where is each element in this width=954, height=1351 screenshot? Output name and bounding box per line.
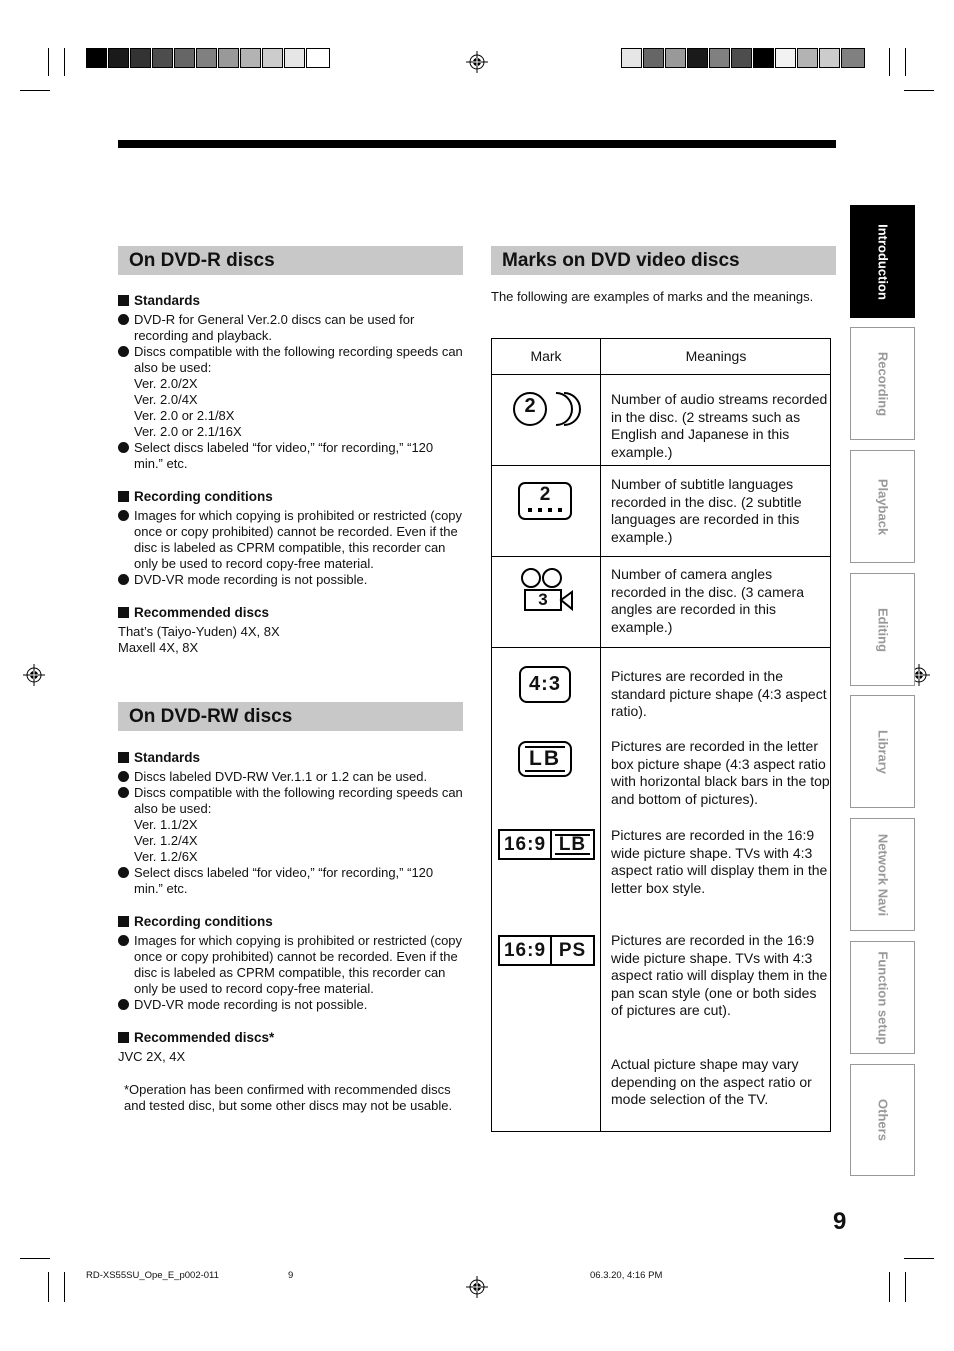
tab-library[interactable] [850, 695, 915, 808]
tab-function-setup[interactable] [850, 941, 915, 1054]
marks-heading: Marks on DVD video discs [491, 246, 836, 275]
camera-angle-count: 3 [538, 590, 548, 609]
column-header-mark: Mark [530, 348, 562, 364]
list-item: Discs compatible with the following recording speeds can also be used: [118, 344, 463, 376]
tab-label: Recording [875, 351, 890, 416]
crop-mark [905, 48, 906, 76]
crop-mark [904, 1258, 934, 1259]
dvdr-heading: On DVD-R discs [118, 246, 463, 275]
wide-16-9-label: 16:9 [503, 833, 547, 855]
list-item: DVD-R for General Ver.2.0 discs can be used for recording and playback. [118, 312, 463, 344]
letterbox-label: LB [529, 747, 561, 770]
list-item: Select discs labeled “for video,” “for recording,” “120 min.” etc. [118, 865, 463, 897]
tab-label: Editing [875, 607, 890, 652]
meaning-4-3: Pictures are recorded in the standard picture shape (4:3 aspect ratio). [611, 668, 827, 719]
list-item: Discs compatible with the following recording speeds can also be used: [118, 785, 463, 817]
meaning-camera-angles: Number of camera angles recorded in the disc. (3 camera angles are recorded in this example.) [611, 566, 804, 635]
registration-mark-icon [23, 664, 45, 686]
recommended-item: That’s (Taiyo-Yuden) 4X, 8X [118, 624, 280, 639]
table-divider [600, 338, 601, 1132]
list-item: Images for which copying is prohibited or restricted (copy once or copy prohibited) cannot be recorded. Even if the disc is labeled as CPRM compatible, this recorder can only be used to record copy-free material. [118, 508, 463, 572]
audio-streams-count: 2 [524, 395, 536, 417]
tab-label: Network Navi [875, 833, 890, 916]
meaning-letterbox: Pictures are recorded in the letter box picture shape (4:3 aspect ratio with horizontal black bars in the top and bottom of pictures). [611, 738, 830, 807]
wide-letterbox-mark [550, 829, 595, 860]
crop-mark [64, 1272, 65, 1302]
speed-item: Ver. 1.2/4X [134, 833, 198, 848]
tab-introduction[interactable] [850, 205, 915, 318]
wide-16-9-mark [498, 935, 552, 966]
wide-16-9-label: 16:9 [503, 939, 547, 961]
meaning-subtitles: Number of subtitle languages recorded in the disc. (2 subtitle languages are recorded in this example.) [611, 476, 802, 545]
table-divider [491, 647, 831, 648]
tab-label: Library [875, 729, 890, 774]
page-number: 9 [833, 1208, 847, 1235]
list-item: DVD-VR mode recording is not possible. [118, 997, 463, 1013]
crop-mark [905, 1272, 906, 1302]
top-rule [118, 140, 836, 148]
aspect-4-3-label: 4:3 [529, 673, 561, 695]
tab-others[interactable] [850, 1064, 915, 1176]
tab-label: Introduction [875, 223, 890, 300]
meaning-pan-scan: Pictures are recorded in the 16:9 wide picture shape. TVs with 4:3 aspect ratio will display them in the pan scan style (one or both sides of pictures are cut). [611, 932, 828, 1018]
tab-editing[interactable] [850, 573, 915, 686]
pan-scan-mark [550, 935, 595, 966]
table-divider [491, 556, 831, 557]
wide-letterbox-label: LB [558, 833, 587, 855]
dvdrw-recording-title: Recording conditions [118, 914, 463, 930]
list-item: Select discs labeled “for video,” “for recording,” “120 min.” etc. [118, 440, 463, 472]
speed-item: Ver. 2.0 or 2.1/8X [134, 408, 235, 423]
column-header-meanings: Meanings [685, 348, 747, 364]
speed-item: Ver. 2.0/4X [134, 392, 198, 407]
dvdr-recording-title: Recording conditions [118, 489, 463, 505]
tab-recording[interactable] [850, 327, 915, 440]
marks-intro: The following are examples of marks and the meanings. [491, 289, 814, 304]
speed-item: Ver. 2.0/2X [134, 376, 198, 391]
crop-mark [48, 48, 49, 76]
meaning-wide-letterbox: Pictures are recorded in the 16:9 wide picture shape. TVs with 4:3 aspect ratio will display them in the letter box style. [611, 827, 828, 896]
tab-network-navi[interactable] [850, 818, 915, 931]
crop-mark [889, 48, 890, 76]
speed-item: Ver. 1.2/6X [134, 849, 198, 864]
recommended-item: JVC 2X, 4X [118, 1049, 186, 1064]
crop-mark [48, 1272, 49, 1302]
table-divider [491, 374, 831, 375]
footer-date: 06.3.20, 4:16 PM [590, 1270, 663, 1281]
crop-mark [904, 90, 934, 91]
list-item: DVD-VR mode recording is not possible. [118, 572, 463, 588]
recommended-item: Maxell 4X, 8X [118, 640, 199, 655]
list-item: Images for which copying is prohibited or restricted (copy once or copy prohibited) cannot be recorded. Even if the disc is labeled as CPRM compatible, this recorder can only be used to record copy-free material. [118, 933, 463, 997]
speed-item: Ver. 1.1/2X [134, 817, 198, 832]
tab-label: Others [875, 1099, 890, 1141]
footer-page: 9 [288, 1270, 294, 1281]
footer-file: RD-XS55SU_Ope_E_p002-011 [86, 1270, 219, 1281]
dvdr-section [118, 293, 463, 656]
speed-item: Ver. 2.0 or 2.1/16X [134, 424, 242, 439]
crop-mark [20, 1258, 50, 1259]
registration-mark-icon [466, 51, 488, 73]
footnote: *Operation has been confirmed with recommended discs and tested disc, but some other discs may not be usable. [124, 1082, 453, 1113]
crop-mark [889, 1272, 890, 1302]
wide-16-9-mark [498, 829, 552, 860]
subtitle-count: 2 [539, 484, 551, 505]
dvdr-standards-title: Standards [118, 293, 463, 309]
registration-mark-icon [466, 1276, 488, 1298]
dvdrw-recommended-title: Recommended discs* [118, 1030, 463, 1046]
dvdrw-standards-title: Standards [118, 750, 463, 766]
dvdr-recommended-title: Recommended discs [118, 605, 463, 621]
letterbox-mark [518, 741, 572, 777]
aspect-4-3-mark [519, 666, 571, 703]
crop-mark [20, 90, 50, 91]
dvdrw-section [118, 750, 463, 1114]
pan-scan-label: PS [558, 939, 587, 961]
meaning-audio-streams: Number of audio streams recorded in the disc. (2 streams such as English and Japanese in this example.) [611, 391, 828, 460]
tab-label: Function setup [875, 950, 890, 1045]
aspect-note: Actual picture shape may vary depending on the aspect ratio or mode selection of the TV. [611, 1056, 812, 1107]
dvdrw-heading: On DVD-RW discs [118, 702, 463, 731]
table-divider [491, 465, 831, 466]
tab-label: Playback [875, 478, 890, 535]
tab-playback[interactable] [850, 450, 915, 563]
list-item: Discs labeled DVD-RW Ver.1.1 or 1.2 can be used. [118, 769, 463, 785]
crop-mark [64, 48, 65, 76]
